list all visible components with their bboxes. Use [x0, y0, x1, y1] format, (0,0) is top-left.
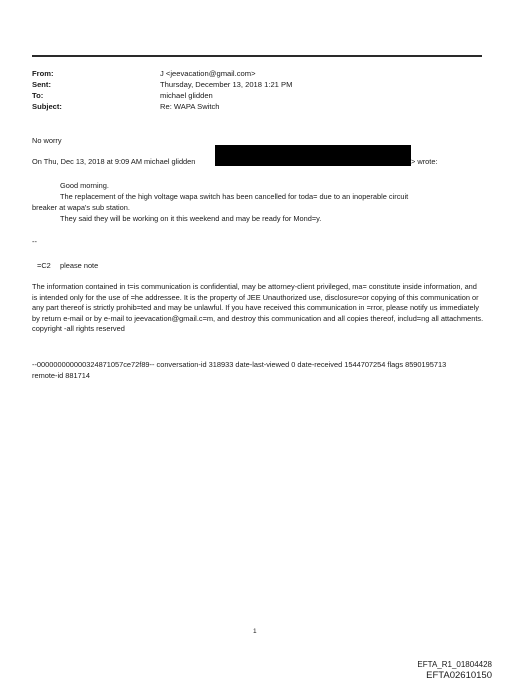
subject-label: Subject: [32, 102, 62, 111]
page-number: 1 [253, 628, 257, 635]
note-text: please note [60, 261, 99, 270]
to-value: michael glidden [160, 91, 213, 100]
to-label: To: [32, 91, 44, 100]
message-metadata: --000000000000324871057ce72f89-- conversation-id 318933 date-last-viewed 0 date-received 1544707254 flags 8590195713 remote-id 881714 [32, 360, 447, 380]
sent-value: Thursday, December 13, 2018 1:21 PM [160, 80, 293, 89]
bates-number-small: EFTA_R1_01804428 [417, 660, 492, 669]
quote-wrote: > wrote: [411, 157, 438, 166]
quote-line-1: The replacement of the high voltage wapa switch has been cancelled for toda= due to an inoperable circuit [60, 192, 409, 201]
header-divider [32, 55, 482, 57]
confidentiality-disclaimer: The information contained in t=is communication is confidential, may be attorney-client privileged, ma= constitute inside information, and is intended only for the use of =he addressee. It is the property of JEE Unauthorized use, disclosure=or copying of this communication or any part thereof is strictly prohib=ted and may be unlawful. If you have received this communication in =rror, please notify us immediately by return e-mail or by e-mail to jeevacation@gmail.c=m, and destroy this communication and all copies thereof, includ=ng all attachments. copyright -all rights reserved [32, 282, 484, 334]
quote-line-3: They said they will be working on it this weekend and may be ready for Mond=y. [60, 214, 322, 223]
note-code: =C2 [37, 261, 51, 270]
from-label: From: [32, 69, 54, 78]
reply-text: No worry [32, 136, 62, 145]
from-value: J <jeevacation@gmail.com> [160, 69, 256, 78]
separator-dashes: -- [32, 237, 37, 246]
quote-greeting: Good morning. [60, 181, 109, 190]
bates-number-large: EFTA02610150 [426, 670, 492, 681]
redaction-box [215, 145, 411, 166]
sent-label: Sent: [32, 80, 51, 89]
quote-intro: On Thu, Dec 13, 2018 at 9:09 AM michael glidden [32, 157, 196, 166]
subject-value: Re: WAPA Switch [160, 102, 220, 111]
quote-line-2: breaker at wapa's sub station. [32, 203, 130, 212]
